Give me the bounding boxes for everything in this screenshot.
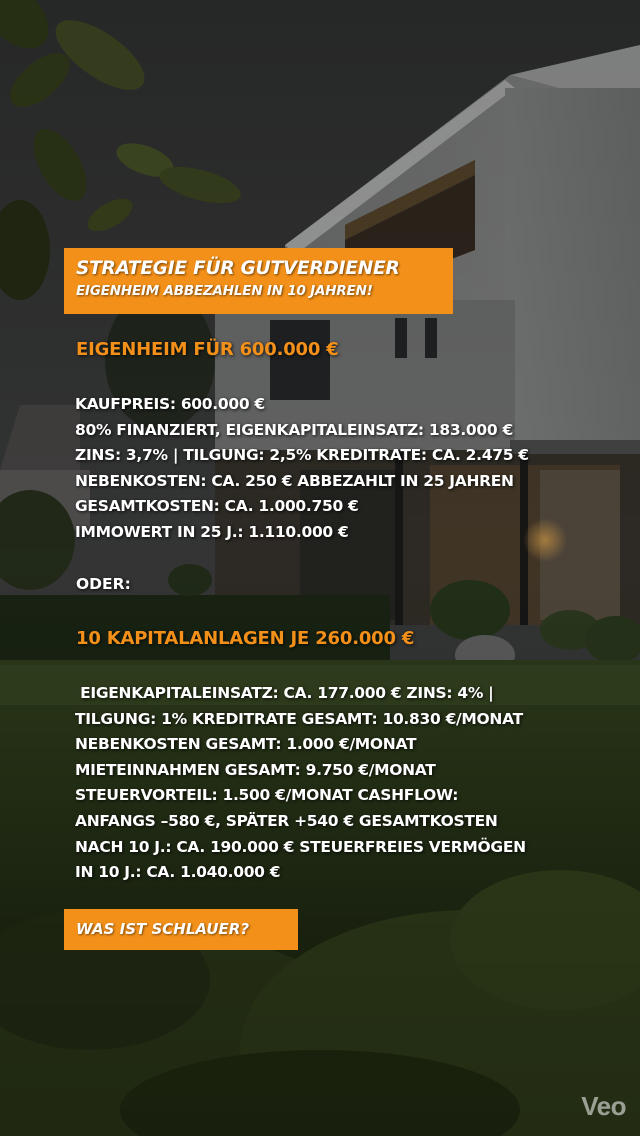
section2-line: NEBENKOSTEN GESAMT: 1.000 €/MONAT [75, 735, 417, 754]
section2-line: STEUERVORTEIL: 1.500 €/MONAT CASHFLOW: [75, 786, 459, 805]
section2-line: NACH 10 J.: CA. 190.000 € STEUERFREIES VERMÖGEN [75, 837, 526, 856]
section2-line: MIETEINNAHMEN GESAMT: 9.750 €/MONAT [75, 760, 436, 779]
section2-heading: 10 KAPITALANLAGEN JE 260.000 € [76, 628, 415, 649]
section2-line: IN 10 J.: CA. 1.040.000 € [75, 863, 281, 882]
section1-line: ZINS: 3,7% | TILGUNG: 2,5% KREDITRATE: CA. 2.475 € [75, 446, 529, 465]
section1-line: NEBENKOSTEN: CA. 250 € ABBEZAHLT IN 25 JAHREN [75, 471, 514, 490]
question-banner: WAS IST SCHLAUER? [64, 909, 298, 950]
section1-details [75, 392, 590, 546]
separator-oder: ODER: [76, 575, 131, 593]
veo-watermark: Veo [581, 1091, 626, 1121]
title-banner [64, 248, 453, 314]
section2-line: ANFANGS –580 €, SPÄTER +540 € GESAMTKOSTEN [75, 811, 498, 830]
section1-line: KAUFPREIS: 600.000 € [75, 395, 265, 413]
section2-details [75, 681, 590, 886]
section1-heading: EIGENHEIM FÜR 600.000 € [76, 339, 339, 360]
section1-line: GESAMTKOSTEN: CA. 1.000.750 € [75, 497, 359, 516]
section2-line: EIGENKAPITALEINSATZ: CA. 177.000 € ZINS: 4% | [75, 684, 494, 702]
banner-title: STRATEGIE FÜR GUTVERDIENER [76, 258, 400, 279]
section1-line: 80% FINANZIERT, EIGENKAPITALEINSATZ: 183.000 € [75, 420, 513, 439]
section2-line: TILGUNG: 1% KREDITRATE GESAMT: 10.830 €/MONAT [75, 709, 523, 728]
banner-subtitle: EIGENHEIM ABBEZAHLEN IN 10 JAHREN! [76, 283, 373, 299]
section1-line: IMMOWERT IN 25 J.: 1.110.000 € [75, 522, 349, 541]
